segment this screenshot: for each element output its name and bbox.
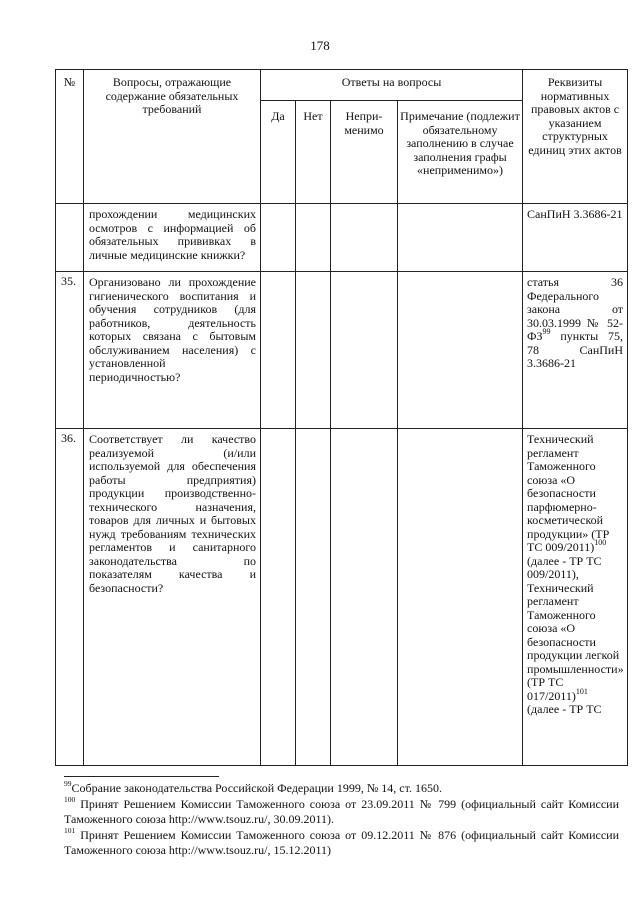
row-number: 35. (56, 272, 84, 429)
row-question: Соответствует ли качество реализуемой (и/или используемой для обеспечения работы предприятия) продукции производственно-технического назначения, товаров для личных и бытовых нужд требованиям технических регламентов и санитарного законодательства по показателям качества и безопасности? (84, 429, 261, 766)
requisites-text: статья 36 Федерального закона от 30.03.1999 № 52-ФЗ (527, 275, 624, 343)
header-number: № (56, 70, 84, 204)
answer-not-applicable-cell (331, 204, 398, 272)
requisites-text: (далее - ТР ТС (527, 702, 602, 716)
footnote (64, 781, 619, 796)
footnote-ref: 100 (594, 538, 607, 547)
note-cell (398, 204, 523, 272)
row-question: прохождении медицинских осмотров с информацией об обязательных прививках в личные медицинские книжки? (84, 204, 261, 272)
answer-no-cell (296, 429, 331, 766)
footnote-ref: 99 (542, 327, 551, 336)
row-requisites: СанПиН 3.3686-21 (523, 204, 628, 272)
requirements-table (55, 69, 628, 766)
footnote-ref: 101 (575, 686, 588, 696)
requisites-text: (далее - ТР ТС 009/2011), Технический регламент Таможенного союза «О безопасности продукции легкой промышленности» (ТР ТС 017/2011) (527, 553, 624, 703)
row-number: 36. (56, 429, 84, 766)
row-number (56, 204, 84, 272)
footnote-divider (64, 776, 219, 777)
header-yes: Да (261, 101, 296, 204)
answer-not-applicable-cell (331, 272, 398, 429)
row-requisites (523, 429, 628, 766)
table-row (56, 204, 628, 272)
header-note: Примечание (подлежит обязательному заполнению в случае заполнения графы «неприменимо») (398, 101, 523, 204)
note-cell (398, 429, 523, 766)
note-cell (398, 272, 523, 429)
row-question: Организовано ли прохождение гигиенического воспитания и обучения сотрудников (для работников, деятельность которых связана с бытовым обслуживанием населения) с установленной периодичностью? (84, 272, 261, 429)
header-answers: Ответы на вопросы (261, 70, 523, 101)
header-questions: Вопросы, отражающие содержание обязательных требований (84, 70, 261, 204)
answer-no-cell (296, 272, 331, 429)
requisites-text: Технический регламент Таможенного союза «О безопасности парфюмерно-косметической продукции» (ТР ТС 009/2011) (527, 432, 610, 554)
footnote-text: Собрание законодательства Российской Федерации 1999, № 14, ст. 1650. (71, 781, 442, 795)
answer-yes-cell (261, 204, 296, 272)
answer-no-cell (296, 204, 331, 272)
footnote-mark: 99 (64, 779, 72, 788)
answer-yes-cell (261, 272, 296, 429)
footnote-mark: 100 (64, 795, 76, 804)
header-no: Нет (296, 101, 331, 204)
footnote-text: Принят Решением Комиссии Таможенного союза от 09.12.2011 № 876 (официальный сайт Комиссии Таможенного союза http://www.tsouz.ru/, 15.12.2011) (64, 828, 619, 857)
answer-not-applicable-cell (331, 429, 398, 766)
footnote (64, 797, 619, 827)
page-number: 178 (310, 38, 330, 53)
footnote-mark: 101 (64, 826, 76, 835)
table-row (56, 429, 628, 766)
footnote (64, 828, 619, 858)
header-not-applicable: Непри-менимо (331, 101, 398, 204)
answer-yes-cell (261, 429, 296, 766)
footnote-text: Принят Решением Комиссии Таможенного союза от 23.09.2011 № 799 (официальный сайт Комиссии Таможенного союза http://www.tsouz.ru/, 30.09.2011). (64, 797, 619, 826)
row-requisites (523, 272, 628, 429)
header-requisites: Реквизиты нормативных правовых актов с указанием структурных единиц этих актов (523, 70, 628, 204)
table-row (56, 272, 628, 429)
requisites-text: пункты 75, 78 СанПиН 3.3686-21 (527, 329, 624, 370)
